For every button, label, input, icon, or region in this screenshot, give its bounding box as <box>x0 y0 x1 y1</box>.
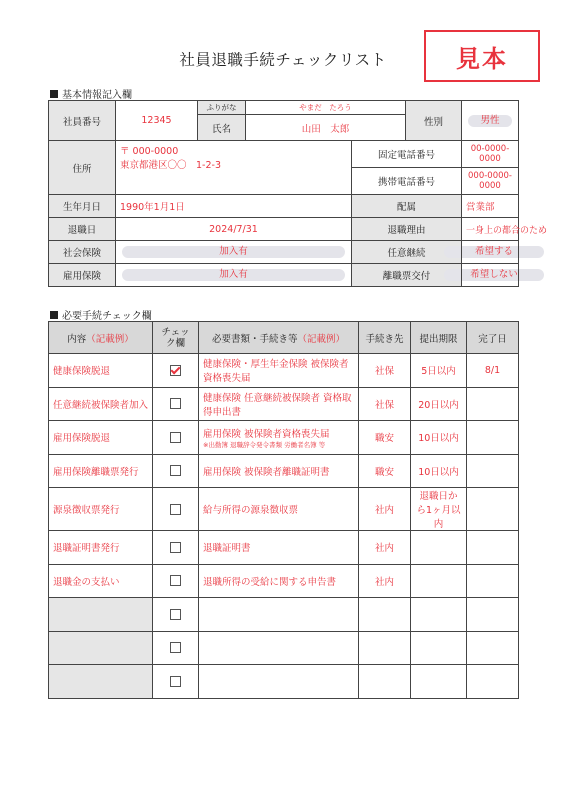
row-dest-text: 社保 <box>374 399 394 411</box>
row-done[interactable] <box>467 454 519 488</box>
row-deadline[interactable] <box>411 531 467 565</box>
table-row <box>49 421 519 455</box>
checkbox[interactable] <box>170 642 181 653</box>
row-dest-text: 社内 <box>374 543 394 555</box>
checkbox[interactable] <box>170 504 181 515</box>
row-deadline-text: 10日以内 <box>418 433 459 445</box>
mobile-label: 携帯電話番号 <box>352 168 462 195</box>
row-deadline[interactable] <box>411 354 467 388</box>
header-content-label: 内容 <box>67 333 87 345</box>
table-row <box>49 488 519 531</box>
checkbox[interactable] <box>170 398 181 409</box>
row-content-text: 任意継続被保険者加入 <box>53 399 149 411</box>
basic-info-table <box>48 100 548 287</box>
table-row <box>49 387 519 421</box>
separation-value: 希望しない <box>444 269 544 281</box>
row-dest-text: 社保 <box>374 366 394 378</box>
row-done[interactable] <box>467 488 519 531</box>
row-content-text: 雇用保険脱退 <box>53 433 111 445</box>
separation-cell[interactable] <box>462 264 519 287</box>
row-docs[interactable] <box>199 354 359 388</box>
row-content[interactable] <box>49 421 153 455</box>
table-row <box>49 354 519 388</box>
emp-no-label: 社員番号 <box>49 101 116 141</box>
row-done[interactable] <box>467 354 519 388</box>
retire-label: 退職日 <box>49 218 116 241</box>
page-title: 社員退職手続チェックリスト <box>179 51 387 69</box>
section-check-heading <box>50 307 152 322</box>
employ-value: 加入有 <box>122 269 345 281</box>
optional-value: 希望する <box>444 246 544 258</box>
row-docs[interactable] <box>199 665 359 699</box>
row-deadline[interactable] <box>411 631 467 665</box>
furigana-label: ふりがな <box>198 101 246 115</box>
table-row <box>49 631 519 665</box>
address-value: 東京都港区〇〇 1-2-3 <box>120 160 221 171</box>
row-content[interactable] <box>49 354 153 388</box>
row-deadline-text: 退職日から1ヶ月以内 <box>416 491 461 530</box>
phone-label: 固定電話番号 <box>352 141 462 168</box>
row-check[interactable] <box>153 421 199 455</box>
table-row <box>49 598 519 632</box>
header-docs-example: （記載例） <box>297 333 346 345</box>
header-content <box>49 322 153 354</box>
emp-no-value[interactable]: 12345 <box>116 101 198 141</box>
row-done[interactable] <box>467 631 519 665</box>
row-check[interactable] <box>153 564 199 598</box>
row-docs[interactable] <box>199 564 359 598</box>
row-dest-text: 職安 <box>374 466 394 478</box>
row-done[interactable] <box>467 598 519 632</box>
row-docs[interactable] <box>199 454 359 488</box>
row-content-text: 雇用保険離職票発行 <box>53 466 139 478</box>
birth-value[interactable]: 1990年1月1日 <box>116 195 352 218</box>
row-check[interactable] <box>153 454 199 488</box>
row-docs-text: 健康保険・厚生年金保険 被保険者資格喪失届 <box>203 359 349 385</box>
row-done[interactable] <box>467 531 519 565</box>
row-dest[interactable] <box>359 564 411 598</box>
row-dest[interactable] <box>359 354 411 388</box>
checkbox[interactable] <box>170 432 181 443</box>
row-docs-text: 給与所得の源泉徴収票 <box>203 505 299 516</box>
checkbox[interactable] <box>170 609 181 620</box>
row-docs-text: 健康保険 任意継続被保険者 資格取得申出書 <box>203 392 352 418</box>
row-docs[interactable] <box>199 631 359 665</box>
checkbox[interactable] <box>170 676 181 687</box>
row-content[interactable] <box>49 488 153 531</box>
section-check-label: 必要手続チェック欄 <box>62 311 152 322</box>
section-basic-heading <box>50 86 132 101</box>
name-value[interactable]: 山田 太郎 <box>246 115 406 141</box>
checkbox[interactable] <box>170 465 181 476</box>
row-content[interactable] <box>49 531 153 565</box>
name-label: 氏名 <box>198 115 246 141</box>
row-dest[interactable] <box>359 454 411 488</box>
reason-value[interactable]: 一身上の都合のため <box>462 218 519 241</box>
header-dest: 手続き先 <box>359 322 411 354</box>
row-docs-text: 雇用保険 被保険者離職証明書 <box>203 466 330 478</box>
row-dest[interactable] <box>359 488 411 531</box>
header-content-example: （記載例） <box>86 333 134 345</box>
retire-value[interactable]: 2024/7/31 <box>116 218 352 241</box>
row-content[interactable] <box>49 564 153 598</box>
social-value: 加入有 <box>122 246 345 258</box>
row-dest[interactable] <box>359 598 411 632</box>
row-deadline-text: 10日以内 <box>418 466 459 478</box>
social-cell[interactable] <box>116 241 352 264</box>
row-docs[interactable] <box>199 531 359 565</box>
row-done[interactable] <box>467 421 519 455</box>
section-basic-label: 基本情報記入欄 <box>62 90 132 101</box>
table-row <box>49 454 519 488</box>
row-docs-text: 退職証明書 <box>203 543 251 555</box>
header-docs-label: 必要書類・手続き等 <box>211 333 298 345</box>
postal-code: 〒 000-0000 <box>120 146 179 157</box>
row-content[interactable] <box>49 454 153 488</box>
row-check[interactable] <box>153 631 199 665</box>
row-done[interactable] <box>467 665 519 699</box>
row-check[interactable] <box>153 488 199 531</box>
address-label: 住所 <box>49 141 116 195</box>
row-content[interactable] <box>49 598 153 632</box>
row-content[interactable] <box>49 387 153 421</box>
sample-stamp: 見本 <box>424 30 540 82</box>
gender-label: 性別 <box>406 101 462 141</box>
social-label: 社会保険 <box>49 241 116 264</box>
row-content-text: 退職証明書発行 <box>53 543 120 555</box>
row-done-text: 8/1 <box>484 364 501 376</box>
gender-value: 男性 <box>468 115 512 127</box>
row-dest[interactable] <box>359 387 411 421</box>
row-deadline[interactable] <box>411 387 467 421</box>
checkbox[interactable] <box>170 365 181 376</box>
phone-value[interactable]: 00-0000-0000 <box>462 141 519 168</box>
row-docs-text: 退職所得の受給に関する申告書 <box>203 576 337 588</box>
row-deadline[interactable] <box>411 421 467 455</box>
row-docs[interactable] <box>199 421 359 455</box>
row-deadline[interactable] <box>411 564 467 598</box>
furigana-value[interactable]: やまだ たろう <box>246 101 406 115</box>
row-content-text: 健康保険脱退 <box>53 366 111 378</box>
row-docs[interactable] <box>199 598 359 632</box>
gender-cell[interactable] <box>462 101 519 141</box>
square-bullet-icon <box>50 311 58 319</box>
row-check[interactable] <box>153 354 199 388</box>
row-check[interactable] <box>153 665 199 699</box>
employ-label: 雇用保険 <box>49 264 116 287</box>
header-done: 完了日 <box>467 322 519 354</box>
row-dest-text: 社内 <box>374 505 394 516</box>
square-bullet-icon <box>50 90 58 98</box>
checkbox[interactable] <box>170 542 181 553</box>
row-docs-note: ※出勤簿 退職辞令発令書類 労働者名簿 等 <box>203 440 326 449</box>
row-dest[interactable] <box>359 531 411 565</box>
dept-label: 配属 <box>352 195 462 218</box>
row-check[interactable] <box>153 387 199 421</box>
header-deadline: 提出期限 <box>411 322 467 354</box>
row-dest[interactable] <box>359 421 411 455</box>
row-done[interactable] <box>467 564 519 598</box>
checkbox[interactable] <box>170 575 181 586</box>
employ-cell[interactable] <box>116 264 352 287</box>
optional-label: 任意継続 <box>352 241 462 264</box>
table-row <box>49 564 519 598</box>
table-row <box>49 665 519 699</box>
row-docs[interactable] <box>199 488 359 531</box>
row-docs-text: 雇用保険 被保険者資格喪失届 <box>203 428 330 440</box>
row-content[interactable] <box>49 631 153 665</box>
birth-label: 生年月日 <box>49 195 116 218</box>
table-row <box>49 531 519 565</box>
reason-label: 退職理由 <box>352 218 462 241</box>
row-deadline-text: 20日以内 <box>418 399 459 411</box>
checklist-table <box>48 321 519 699</box>
row-dest-text: 社内 <box>374 576 394 588</box>
row-deadline[interactable] <box>411 454 467 488</box>
row-dest-text: 職安 <box>374 433 394 445</box>
row-content-text: 源泉徴収票発行 <box>53 505 120 516</box>
row-dest[interactable] <box>359 665 411 699</box>
row-check[interactable] <box>153 531 199 565</box>
row-deadline[interactable] <box>411 665 467 699</box>
row-content[interactable] <box>49 665 153 699</box>
mobile-value[interactable]: 000-0000-0000 <box>462 168 519 195</box>
row-deadline[interactable] <box>411 598 467 632</box>
row-content-text: 退職金の支払い <box>53 576 120 588</box>
row-deadline[interactable] <box>411 488 467 531</box>
header-docs <box>199 322 359 354</box>
header-check: チェック欄 <box>153 322 199 354</box>
separation-label: 離職票交付 <box>352 264 462 287</box>
optional-cell[interactable] <box>462 241 519 264</box>
row-docs[interactable] <box>199 387 359 421</box>
row-deadline-text: 5日以内 <box>421 366 456 378</box>
row-dest[interactable] <box>359 631 411 665</box>
row-done[interactable] <box>467 387 519 421</box>
dept-value[interactable]: 営業部 <box>462 195 519 218</box>
address-cell[interactable] <box>116 141 352 195</box>
row-check[interactable] <box>153 598 199 632</box>
